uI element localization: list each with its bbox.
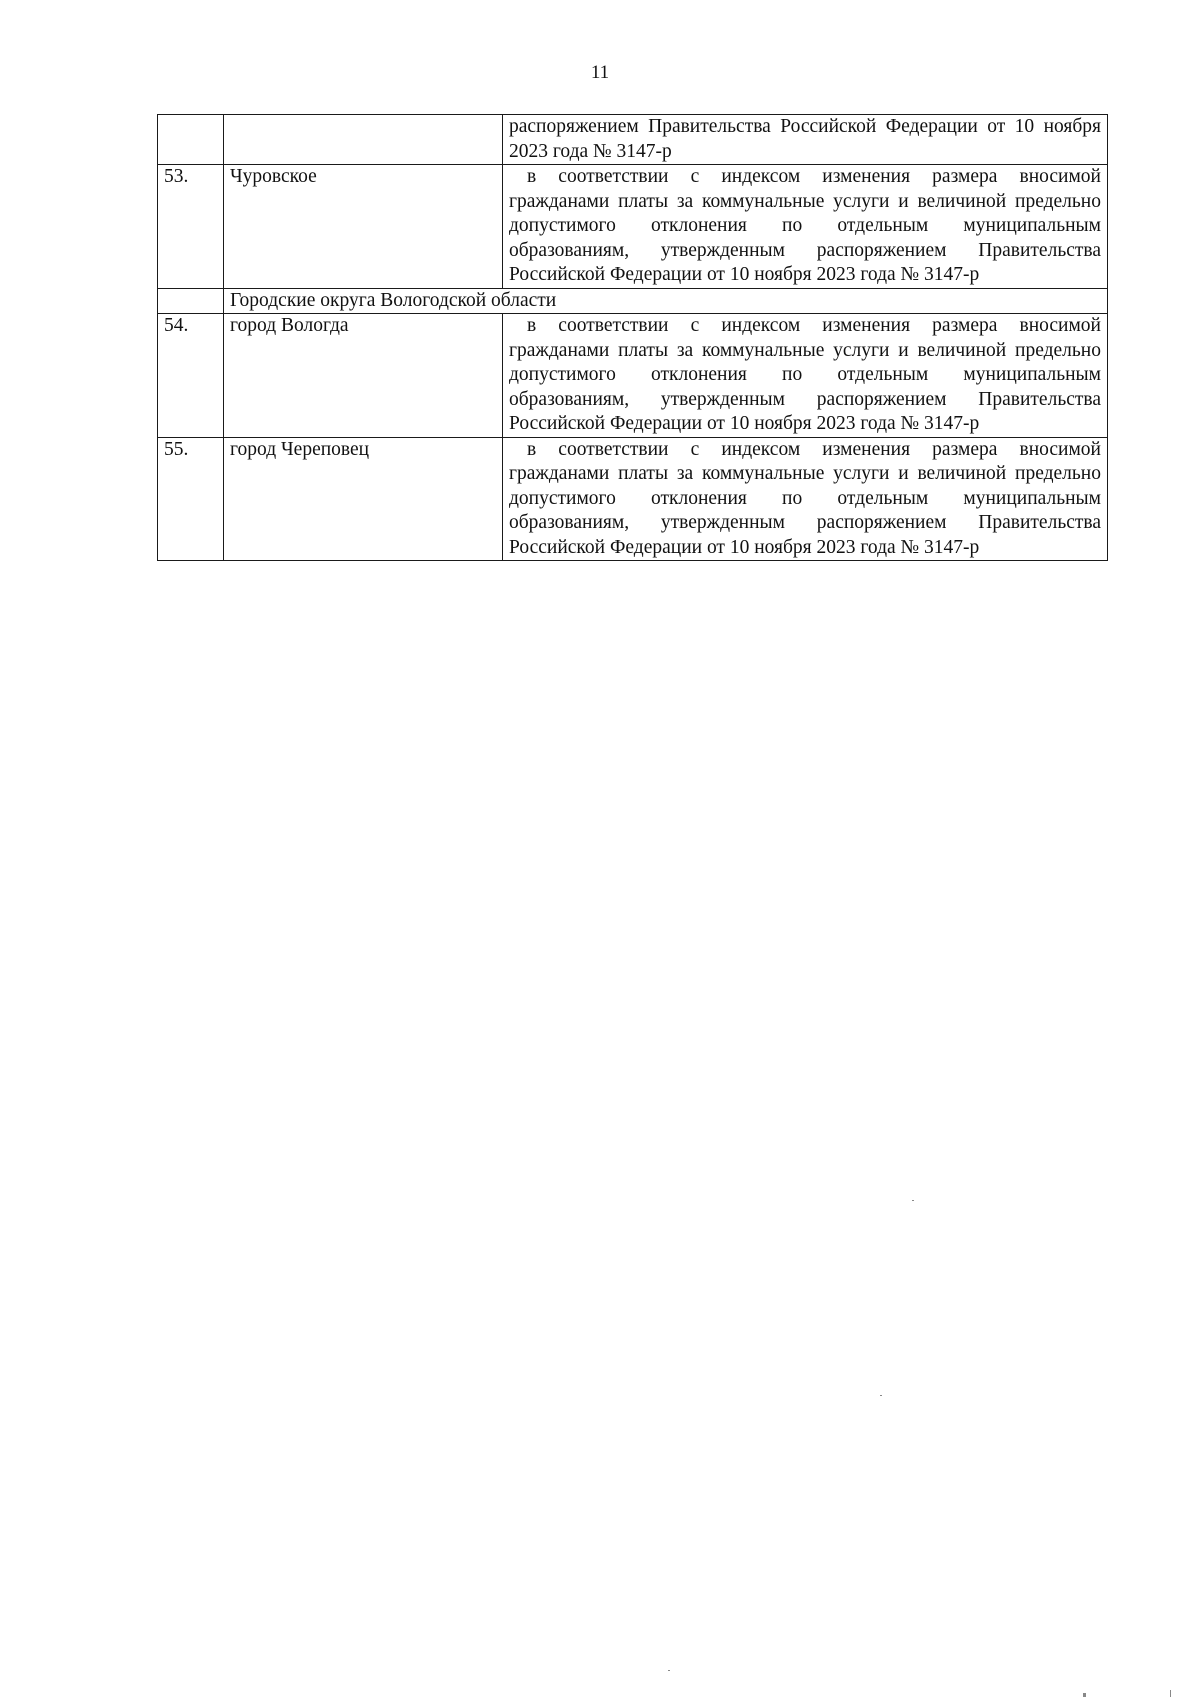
scan-speck xyxy=(912,1200,914,1201)
section-spacer-cell xyxy=(158,288,224,314)
indexation-text-cell: в соответствии с индексом изменения размера вносимой гражданами платы за коммунальные услуги и величиной предельно допустимого отклонения по отдельным муниципальным образованиям, утвержденным распоряжением Правительства Российской Федерации от 10 ноября 2023 года № 3147-р xyxy=(503,165,1108,289)
indexation-text-cell: в соответствии с индексом изменения размера вносимой гражданами платы за коммунальные услуги и величиной предельно допустимого отклонения по отдельным муниципальным образованиям, утвержденным распоряжением Правительства Российской Федерации от 10 ноября 2023 года № 3147-р xyxy=(503,437,1108,561)
row-number-cell: 53. xyxy=(158,165,224,289)
indexation-text-cell: в соответствии с индексом изменения размера вносимой гражданами платы за коммунальные услуги и величиной предельно допустимого отклонения по отдельным муниципальным образованиям, утвержденным распоряжением Правительства Российской Федерации от 10 ноября 2023 года № 3147-р xyxy=(503,314,1108,438)
scan-speck xyxy=(668,1670,670,1671)
scan-speck xyxy=(1083,1693,1086,1697)
row-number-cell: 55. xyxy=(158,437,224,561)
page-number: 11 xyxy=(590,62,610,83)
scan-speck xyxy=(1170,1690,1171,1697)
scan-speck xyxy=(880,1395,882,1396)
municipality-name-cell: город Вологда xyxy=(224,314,503,438)
municipality-name-cell xyxy=(224,115,503,165)
row-number-cell xyxy=(158,115,224,165)
table-row xyxy=(158,314,1108,438)
municipality-name-cell: город Череповец xyxy=(224,437,503,561)
municipality-name-cell: Чуровское xyxy=(224,165,503,289)
table-row xyxy=(158,165,1108,289)
section-header-row xyxy=(158,288,1108,314)
table-row-continuation xyxy=(158,115,1108,165)
table-row xyxy=(158,437,1108,561)
section-title: Городские округа Вологодской области xyxy=(224,288,1108,314)
indexation-text-cell: распоряжением Правительства Российской Федерации от 10 ноября 2023 года № 3147-р xyxy=(503,115,1108,165)
row-number-cell: 54. xyxy=(158,314,224,438)
municipalities-table xyxy=(157,114,1108,561)
